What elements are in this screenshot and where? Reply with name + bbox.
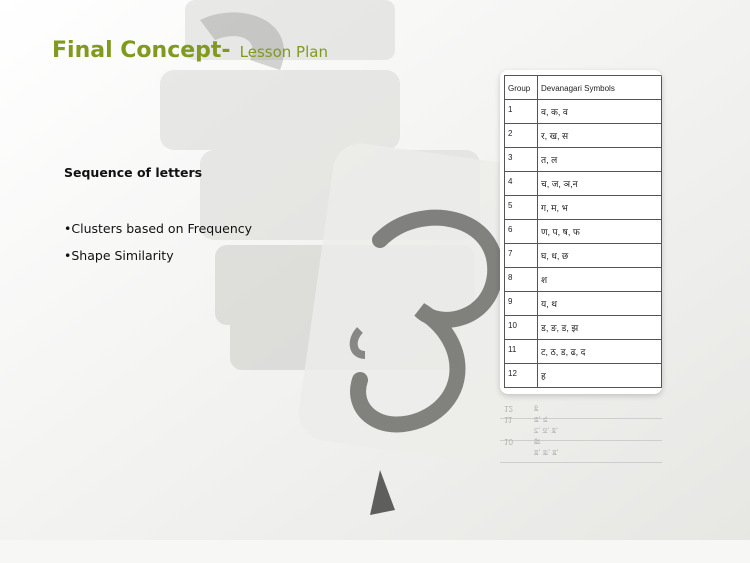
group-cell: 8 xyxy=(505,268,538,292)
bullet-item: •Clusters based on Frequency xyxy=(64,221,253,236)
table-row xyxy=(505,172,662,196)
table-row xyxy=(505,268,662,292)
table-row xyxy=(505,196,662,220)
group-cell: 10 xyxy=(505,316,538,340)
table-reflection xyxy=(500,397,662,467)
group-cell: 4 xyxy=(505,172,538,196)
reflection-row: 12 ह xyxy=(500,397,662,419)
symbols-cell: त, ल xyxy=(538,148,662,172)
symbols-cell: श xyxy=(538,268,662,292)
table-header-row xyxy=(505,76,662,100)
bullet-item: •Shape Similarity xyxy=(64,248,174,263)
symbols-table-card xyxy=(500,70,662,394)
symbols-cell: र, ख, स xyxy=(538,124,662,148)
table-row xyxy=(505,244,662,268)
table-row xyxy=(505,292,662,316)
reflection-row: 10ड, ङ, ड, झ xyxy=(500,441,662,463)
symbols-cell: ड, ङ, ड, झ xyxy=(538,316,662,340)
group-cell: 9 xyxy=(505,292,538,316)
group-cell: 3 xyxy=(505,148,538,172)
table-row xyxy=(505,364,662,388)
table-row xyxy=(505,340,662,364)
table-row xyxy=(505,124,662,148)
table-row xyxy=(505,220,662,244)
symbols-cell: ण, प, ष, फ xyxy=(538,220,662,244)
reflection-row: 11ट, ठ, ड, ढ, द xyxy=(500,419,662,441)
symbols-cell: व, क, व xyxy=(538,100,662,124)
table-row xyxy=(505,100,662,124)
group-cell: 12 xyxy=(505,364,538,388)
title-sub: Lesson Plan xyxy=(239,43,328,61)
group-cell: 1 xyxy=(505,100,538,124)
section-heading: Sequence of letters xyxy=(64,165,203,180)
group-cell: 6 xyxy=(505,220,538,244)
table-row xyxy=(505,316,662,340)
symbols-cell: य, थ xyxy=(538,292,662,316)
symbols-cell: ट, ठ, ड, ढ, द xyxy=(538,340,662,364)
table-row xyxy=(505,148,662,172)
header-group: Group xyxy=(505,76,538,100)
slide-title xyxy=(52,38,328,63)
symbols-cell: ग, म, भ xyxy=(538,196,662,220)
group-cell: 2 xyxy=(505,124,538,148)
symbols-cell: घ, ध, छ xyxy=(538,244,662,268)
title-main: Final Concept- xyxy=(52,38,231,63)
symbols-cell: च, ज, ञ,न xyxy=(538,172,662,196)
symbols-cell: ह xyxy=(538,364,662,388)
group-cell: 7 xyxy=(505,244,538,268)
group-cell: 5 xyxy=(505,196,538,220)
group-cell: 11 xyxy=(505,340,538,364)
symbols-table xyxy=(504,75,662,388)
header-symbols: Devanagari Symbols xyxy=(538,76,662,100)
reflection-content xyxy=(500,397,662,463)
